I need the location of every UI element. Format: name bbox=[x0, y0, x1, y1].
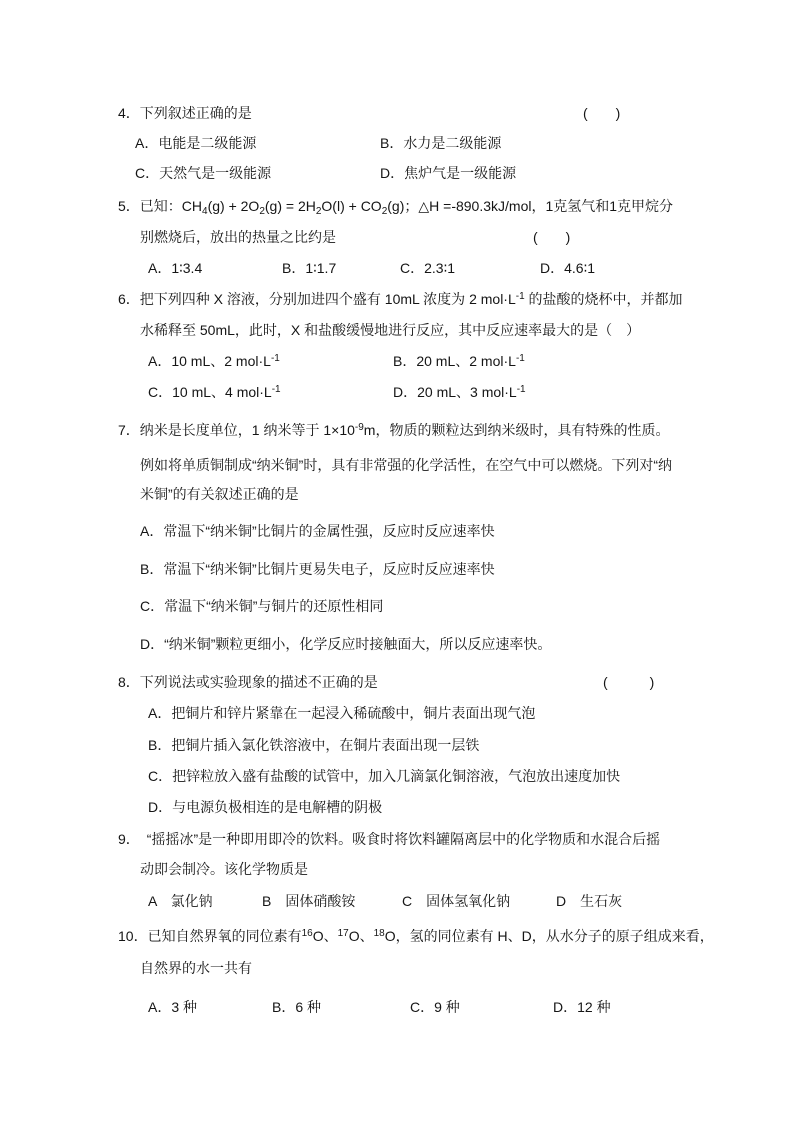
question-5-line-1 bbox=[118, 197, 673, 215]
question-6-text: 的盐酸的烧杯中，并都加 bbox=[524, 291, 683, 307]
superscript: -1 bbox=[515, 291, 525, 302]
question-4-option-a: A．电能是二级能源 bbox=[135, 135, 257, 151]
subscript: 2 bbox=[381, 206, 388, 217]
superscript: -1 bbox=[270, 353, 280, 364]
option-text: C．10 mL、4 mol·L bbox=[148, 384, 272, 400]
question-6-option-d bbox=[393, 383, 526, 401]
question-5-answer-bracket: ( ) bbox=[533, 229, 571, 245]
question-10-line-2: 自然界的水一共有 bbox=[140, 960, 252, 976]
superscript: 17 bbox=[337, 928, 349, 939]
question-9-option-a: A 氯化钠 bbox=[148, 893, 213, 909]
question-7-line-3: 米铜”的有关叙述正确的是 bbox=[140, 486, 299, 502]
question-7-option-b: B．常温下“纳米铜”比铜片更易失电子，反应时反应速率快 bbox=[140, 561, 495, 577]
superscript: -1 bbox=[515, 353, 525, 364]
question-7-text: m，物质的颗粒达到纳米级时，具有特殊的性质。 bbox=[363, 422, 670, 438]
question-4-option-c: C．天然气是一级能源 bbox=[135, 165, 272, 181]
question-10-line-1 bbox=[118, 927, 714, 945]
question-10-text: O、 bbox=[348, 928, 374, 944]
question-7-text: 7．纳米是长度单位，1 纳米等于 1×10 bbox=[118, 422, 355, 438]
superscript: -1 bbox=[271, 384, 281, 395]
question-8-option-b: B．把铜片插入氯化铁溶液中，在铜片表面出现一层铁 bbox=[148, 737, 480, 753]
question-9-option-d: D 生石灰 bbox=[556, 893, 623, 909]
question-4-stem: 4．下列叙述正确的是 bbox=[118, 105, 252, 121]
question-5-text: (g)；△H =-890.3kJ/mol，1克氢气和1克甲烷分 bbox=[387, 198, 674, 214]
question-9-option-b: B 固体硝酸铵 bbox=[262, 893, 356, 909]
superscript: 16 bbox=[301, 928, 313, 939]
question-6-option-c bbox=[148, 383, 281, 401]
question-10-text: O、 bbox=[312, 928, 338, 944]
question-5-option-b: B．1∶1.7 bbox=[282, 260, 337, 276]
question-7-line-2: 例如将单质铜制成“纳米铜”时，具有非常强的化学活性，在空气中可以燃烧。下列对“纳 bbox=[140, 457, 672, 473]
question-6-option-b bbox=[393, 352, 525, 370]
question-10-option-a: A．3 种 bbox=[148, 999, 198, 1015]
question-5-text: O(l) + CO bbox=[321, 198, 382, 214]
question-9-option-c: C 固体氢氧化钠 bbox=[402, 893, 511, 909]
subscript: 4 bbox=[202, 206, 208, 217]
question-5-option-c: C．2.3∶1 bbox=[400, 260, 456, 276]
question-5-option-d: D．4.6∶1 bbox=[540, 260, 596, 276]
question-7-option-c: C．常温下“纳米铜”与铜片的还原性相同 bbox=[140, 598, 384, 614]
question-6-text: 6．把下列四种 X 溶液，分别加进四个盛有 10mL 浓度为 2 mol·L bbox=[118, 291, 516, 307]
question-8-option-a: A．把铜片和锌片紧靠在一起浸入稀硫酸中，铜片表面出现气泡 bbox=[148, 705, 536, 721]
option-text: D．20 mL、3 mol·L bbox=[393, 384, 517, 400]
question-10-option-c: C．9 种 bbox=[410, 999, 460, 1015]
question-8-option-d: D．与电源负极相连的是电解槽的阴极 bbox=[148, 799, 383, 815]
question-9-line-2: 动即会制冷。该化学物质是 bbox=[140, 861, 308, 877]
question-7-option-d: D．“纳米铜”颗粒更细小，化学反应时接触面大，所以反应速率快。 bbox=[140, 636, 552, 652]
superscript: -9 bbox=[354, 422, 364, 433]
question-5-option-a: A．1∶3.4 bbox=[148, 260, 203, 276]
question-8-option-c: C．把锌粒放入盛有盐酸的试管中，加入几滴氯化铜溶液，气泡放出速度加快 bbox=[148, 768, 621, 784]
question-4-answer-bracket: ( ) bbox=[583, 105, 621, 121]
question-6-line-2: 水稀释至 50mL，此时，X 和盐酸缓慢地进行反应，其中反应速率最大的是（ ） bbox=[140, 322, 641, 338]
option-text: B．20 mL、2 mol·L bbox=[393, 353, 516, 369]
question-10-text: O，氢的同位素有 H、D，从水分子的原子组成来看， bbox=[384, 928, 714, 944]
superscript: 18 bbox=[373, 928, 385, 939]
question-6-line-1 bbox=[118, 290, 683, 308]
question-6-option-a bbox=[148, 352, 280, 370]
question-5-text: (g) = 2H bbox=[264, 198, 316, 214]
option-text: A．10 mL、2 mol·L bbox=[148, 353, 271, 369]
question-10-option-d: D．12 种 bbox=[553, 999, 611, 1015]
subscript: 2 bbox=[315, 206, 322, 217]
question-7-line-1 bbox=[118, 421, 669, 439]
question-4-option-b: B．水力是二级能源 bbox=[380, 135, 502, 151]
question-10-option-b: B．6 种 bbox=[272, 999, 322, 1015]
question-10-text: 10．已知自然界氧的同位素有 bbox=[118, 928, 302, 944]
question-5-text: 5．已知：CH bbox=[118, 198, 203, 214]
superscript: -1 bbox=[516, 384, 526, 395]
question-9-line-1: 9． “摇摇冰”是一种即用即冷的饮料。吸食时将饮料罐隔离层中的化学物质和水混合后摇 bbox=[118, 831, 661, 847]
question-5-line-2: 别燃烧后，放出的热量之比约是 bbox=[140, 229, 336, 245]
question-7-option-a: A．常温下“纳米铜”比铜片的金属性强，反应时反应速率快 bbox=[140, 523, 495, 539]
question-8-answer-bracket: ( ) bbox=[603, 674, 655, 690]
question-8-stem: 8．下列说法或实验现象的描述不正确的是 bbox=[118, 674, 378, 690]
question-4-option-d: D．焦炉气是一级能源 bbox=[380, 165, 517, 181]
question-5-text: (g) + 2O bbox=[207, 198, 260, 214]
subscript: 2 bbox=[259, 206, 265, 217]
